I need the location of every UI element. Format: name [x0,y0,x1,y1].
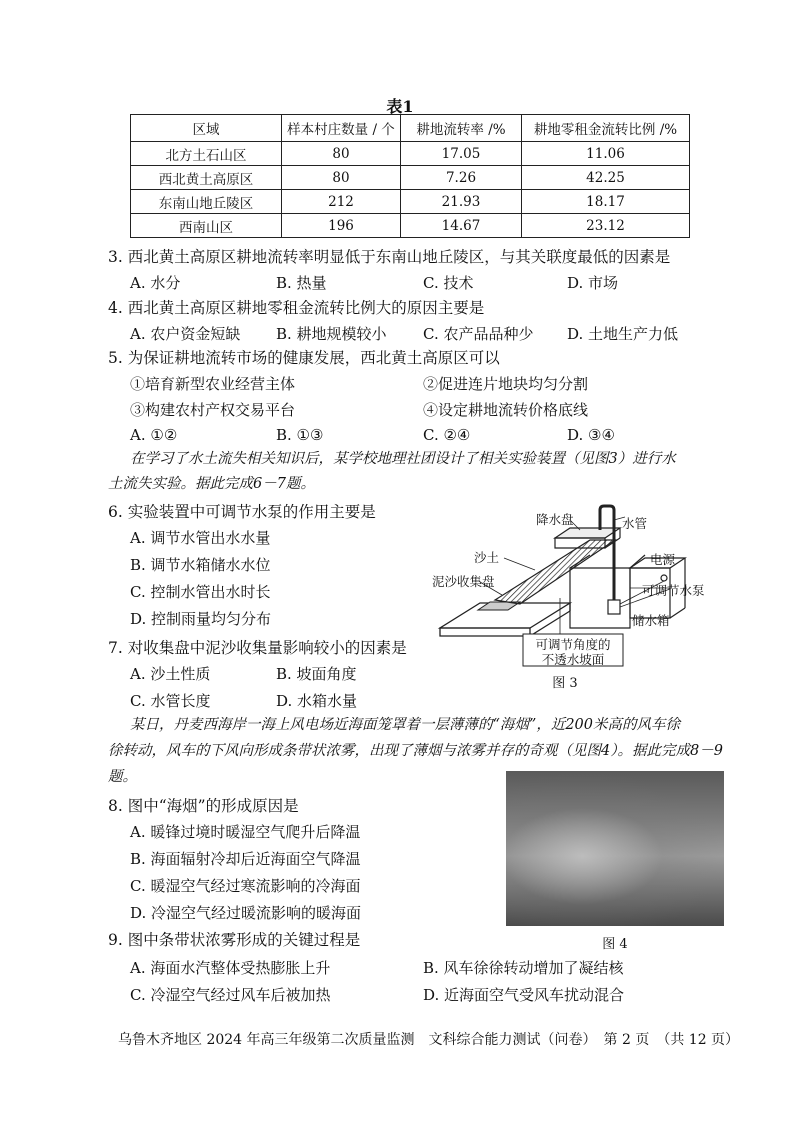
table-cell: 11.06 [522,142,690,166]
table-row [131,166,690,190]
table-cell: 21.93 [401,190,522,214]
q6-option-a: A. 调节水管出水水量 [130,529,271,547]
figure-3-caption: 图 3 [552,676,578,691]
question-7-stem: 7. 对收集盘中泥沙收集量影响较小的因素是 [108,639,407,657]
question-8-stem: 8. 图中“海烟”的形成原因是 [108,797,299,815]
q5-statement-4: ④设定耕地流转价格底线 [423,401,589,419]
question-5-stem: 5. 为保证耕地流转市场的健康发展，西北黄土高原区可以 [108,349,500,367]
fig3-label-sand: 沙土 [474,550,500,565]
table-cell: 23.12 [522,214,690,238]
q8-option-c: C. 暖湿空气经过寒流影响的冷海面 [130,877,361,895]
q8-option-d: D. 冷湿空气经过暖流影响的暖海面 [130,904,362,922]
q5-statement-3: ③构建农村产权交易平台 [130,401,296,419]
q8-option-b: B. 海面辐射冷却后近海面空气降温 [130,850,361,868]
q3-option-d: D. 市场 [567,274,619,292]
fig3-label-power: 电源 [650,552,676,567]
table-header: 耕地零租金流转比例 /% [522,115,690,142]
table-cell: 北方土石山区 [131,142,282,166]
q5-option-a: A. ①② [130,426,178,444]
fig3-label-rain-plate: 降水盘 [536,512,574,527]
q6-option-c: C. 控制水管出水时长 [130,583,271,601]
q9-option-c: C. 冷湿空气经过风车后被加热 [130,986,331,1004]
table-header-row [131,115,690,142]
intro-6-7-line2: 土流失实验。据此完成6－7题。 [108,476,315,492]
table-cell: 80 [282,142,401,166]
q8-option-a: A. 暖锋过境时暖湿空气爬升后降温 [130,823,361,841]
page-footer: 乌鲁木齐地区 2024 年高三年级第二次质量监测 文科综合能力测试（问卷） 第 2 页 （共 12 页） [118,1032,740,1048]
table-row [131,190,690,214]
question-9-stem: 9. 图中条带状浓雾形成的关键过程是 [108,931,361,949]
q6-option-d: D. 控制雨量均匀分布 [130,610,272,628]
question-4-stem: 4. 西北黄土高原区耕地零租金流转比例大的原因主要是 [108,299,485,317]
question-6-stem: 6. 实验装置中可调节水泵的作用主要是 [108,503,376,521]
table-cell: 196 [282,214,401,238]
table-cell: 17.05 [401,142,522,166]
q4-option-a: A. 农户资金短缺 [130,325,241,343]
q5-option-c: C. ②④ [423,426,471,444]
q3-option-a: A. 水分 [130,274,181,292]
q4-option-c: C. 农产品品种少 [423,325,534,343]
intro-8-9-line2: 徐转动，风车的下风向形成条带状浓雾，出现了薄烟与浓雾并存的奇观（见图4）。据此完成8－9 [108,743,723,759]
table-cell: 14.67 [401,214,522,238]
q9-option-b: B. 风车徐徐转动增加了凝结核 [423,959,624,977]
figure-4-photo [506,771,724,926]
fig3-label-tank: 储水箱 [632,613,670,628]
table-cell: 7.26 [401,166,522,190]
q6-option-b: B. 调节水箱储水水位 [130,556,271,574]
q4-option-b: B. 耕地规模较小 [276,325,387,343]
table-cell: 42.25 [522,166,690,190]
q7-option-a: A. 沙土性质 [130,665,211,683]
table-cell: 212 [282,190,401,214]
data-table [130,114,690,238]
q5-option-b: B. ①③ [276,426,324,444]
q4-option-d: D. 土地生产力低 [567,325,679,343]
q7-option-b: B. 坡面角度 [276,665,357,683]
q5-option-d: D. ③④ [567,426,615,444]
intro-8-9-line1: 某日，丹麦西海岸一海上风电场近海面笼罩着一层薄薄的“海烟”，近200米高的风车徐 [130,717,680,733]
table-header: 区域 [131,115,282,142]
q9-option-d: D. 近海面空气受风车扰动混合 [423,986,625,1004]
fig3-label-tray: 泥沙收集盘 [432,574,495,589]
q9-option-a: A. 海面水汽整体受热膨胀上升 [130,959,331,977]
table-cell: 西北黄土高原区 [131,166,282,190]
q7-option-d: D. 水箱水量 [276,692,358,710]
intro-6-7-line1: 在学习了水土流失相关知识后，某学校地理社团设计了相关实验装置（见图3）进行水 [130,451,676,467]
fig3-label-slope-line1: 可调节角度的 [535,637,611,652]
table-header: 样本村庄数量 / 个 [282,115,401,142]
fig3-label-pipe: 水管 [622,516,648,531]
table-cell: 80 [282,166,401,190]
table-cell: 西南山区 [131,214,282,238]
intro-8-9-line3: 题。 [108,769,137,785]
q3-option-b: B. 热量 [276,274,327,292]
q3-option-c: C. 技术 [423,274,474,292]
question-3-stem: 3. 西北黄土高原区耕地流转率明显低于东南山地丘陵区，与其关联度最低的因素是 [108,248,671,266]
table-row [131,214,690,238]
table-header: 耕地流转率 /% [401,115,522,142]
q7-option-c: C. 水管长度 [130,692,211,710]
table-cell: 18.17 [522,190,690,214]
fig3-label-slope-line2: 不透水坡面 [541,652,605,667]
fig3-label-pump: 可调节水泵 [642,583,705,598]
table-row [131,142,690,166]
figure-4-caption: 图 4 [602,937,628,952]
q5-statement-1: ①培育新型农业经营主体 [130,375,296,393]
q5-statement-2: ②促进连片地块均匀分割 [423,375,589,393]
table-caption: 表1 [386,97,414,116]
table-cell: 东南山地丘陵区 [131,190,282,214]
